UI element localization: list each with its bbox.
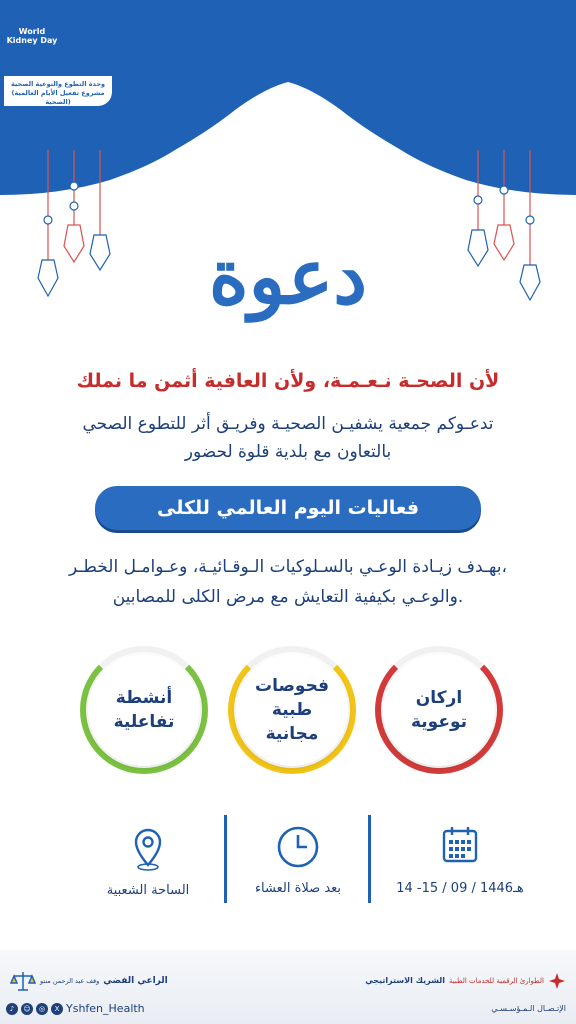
ministry-of-health-logo: وزارة الصحة Ministry of Health [73, 18, 145, 63]
yashfeen-flower-icon [469, 8, 529, 48]
silver-sponsor: وقف عبد الرحمن منتو الراعي الفضي [10, 970, 168, 992]
location-block: الساحة الشعبية [68, 825, 228, 898]
time-block: بعد صلاة العشاء [218, 825, 378, 896]
awareness-corners-circle: اركان توعوية [383, 654, 495, 766]
calendar-icon [440, 825, 480, 865]
invitation-title: دعوة [208, 232, 368, 321]
partner-logo-icon [548, 972, 566, 990]
tiktok-icon[interactable]: ♪ [6, 1003, 18, 1015]
social-handle[interactable]: Yshfen_Health [66, 1002, 145, 1015]
invitation-text: تدعـوكم جمعية يشفيـن الصحيـة وفريـق أثر للتطوع الصحي بالتعاون مع بلدية قلوة لحضور [82, 414, 494, 462]
social-handles [6, 1002, 145, 1015]
national-emblem-logo [172, 16, 218, 48]
municipality-logo: قلوة [304, 8, 352, 58]
event-name-banner: فعاليات اليوم العالمي للكلى [95, 486, 481, 530]
instagram-icon[interactable]: ◎ [36, 1003, 48, 1015]
athar-logo: أثر Athar [354, 12, 420, 44]
free-checkups-circle: فحوصات طبية مجانية [236, 654, 348, 766]
yashfeen-association-logo: جمعية يشفين الصحية YASHFEEN HEALTH ASSOCIATION LICENSE NO (1190) ترخيص رقم إدارة البرامج والخدمات الصحية [434, 8, 564, 93]
strategic-partner: الشريك الاستراتيجي الطوارئ الرقمية للخدمات الطبية [365, 972, 566, 990]
health-volunteering-logo: التطوع الصحي HEALTH VOLUNTEERING [218, 10, 300, 54]
date-block: 14 -15 / 09 / 1446هـ [380, 825, 540, 896]
scales-icon [10, 970, 36, 992]
world-kidney-day-logo: World Kidney Day [6, 10, 58, 62]
interactive-activities-circle: أنشطة تفاعلية [88, 654, 200, 766]
volunteering-unit-tag: وحدة التطوع والتوعية الصحية (مشروع تفعيل الأيام العالمية الصحية) [4, 76, 112, 106]
x-icon[interactable]: X [51, 1003, 63, 1015]
corporate-communication: الإتـصـال الـمـؤسـسـي [491, 1004, 566, 1013]
snapchat-icon[interactable]: ☺ [21, 1003, 33, 1015]
slogan: لأن الصحـة نـعـمـة، ولأن العافية أثمن ما نملك [76, 370, 500, 392]
clock-icon [276, 825, 320, 869]
location-pin-icon [128, 825, 168, 871]
event-purpose: بهـدف زيـادة الوعـي بالسـلوكيات الـوقـائيـة، وعـوامـل الخطـر، والوعـي بكيفية التعايش مع مرض الكلى للمصابين. [68, 557, 507, 607]
